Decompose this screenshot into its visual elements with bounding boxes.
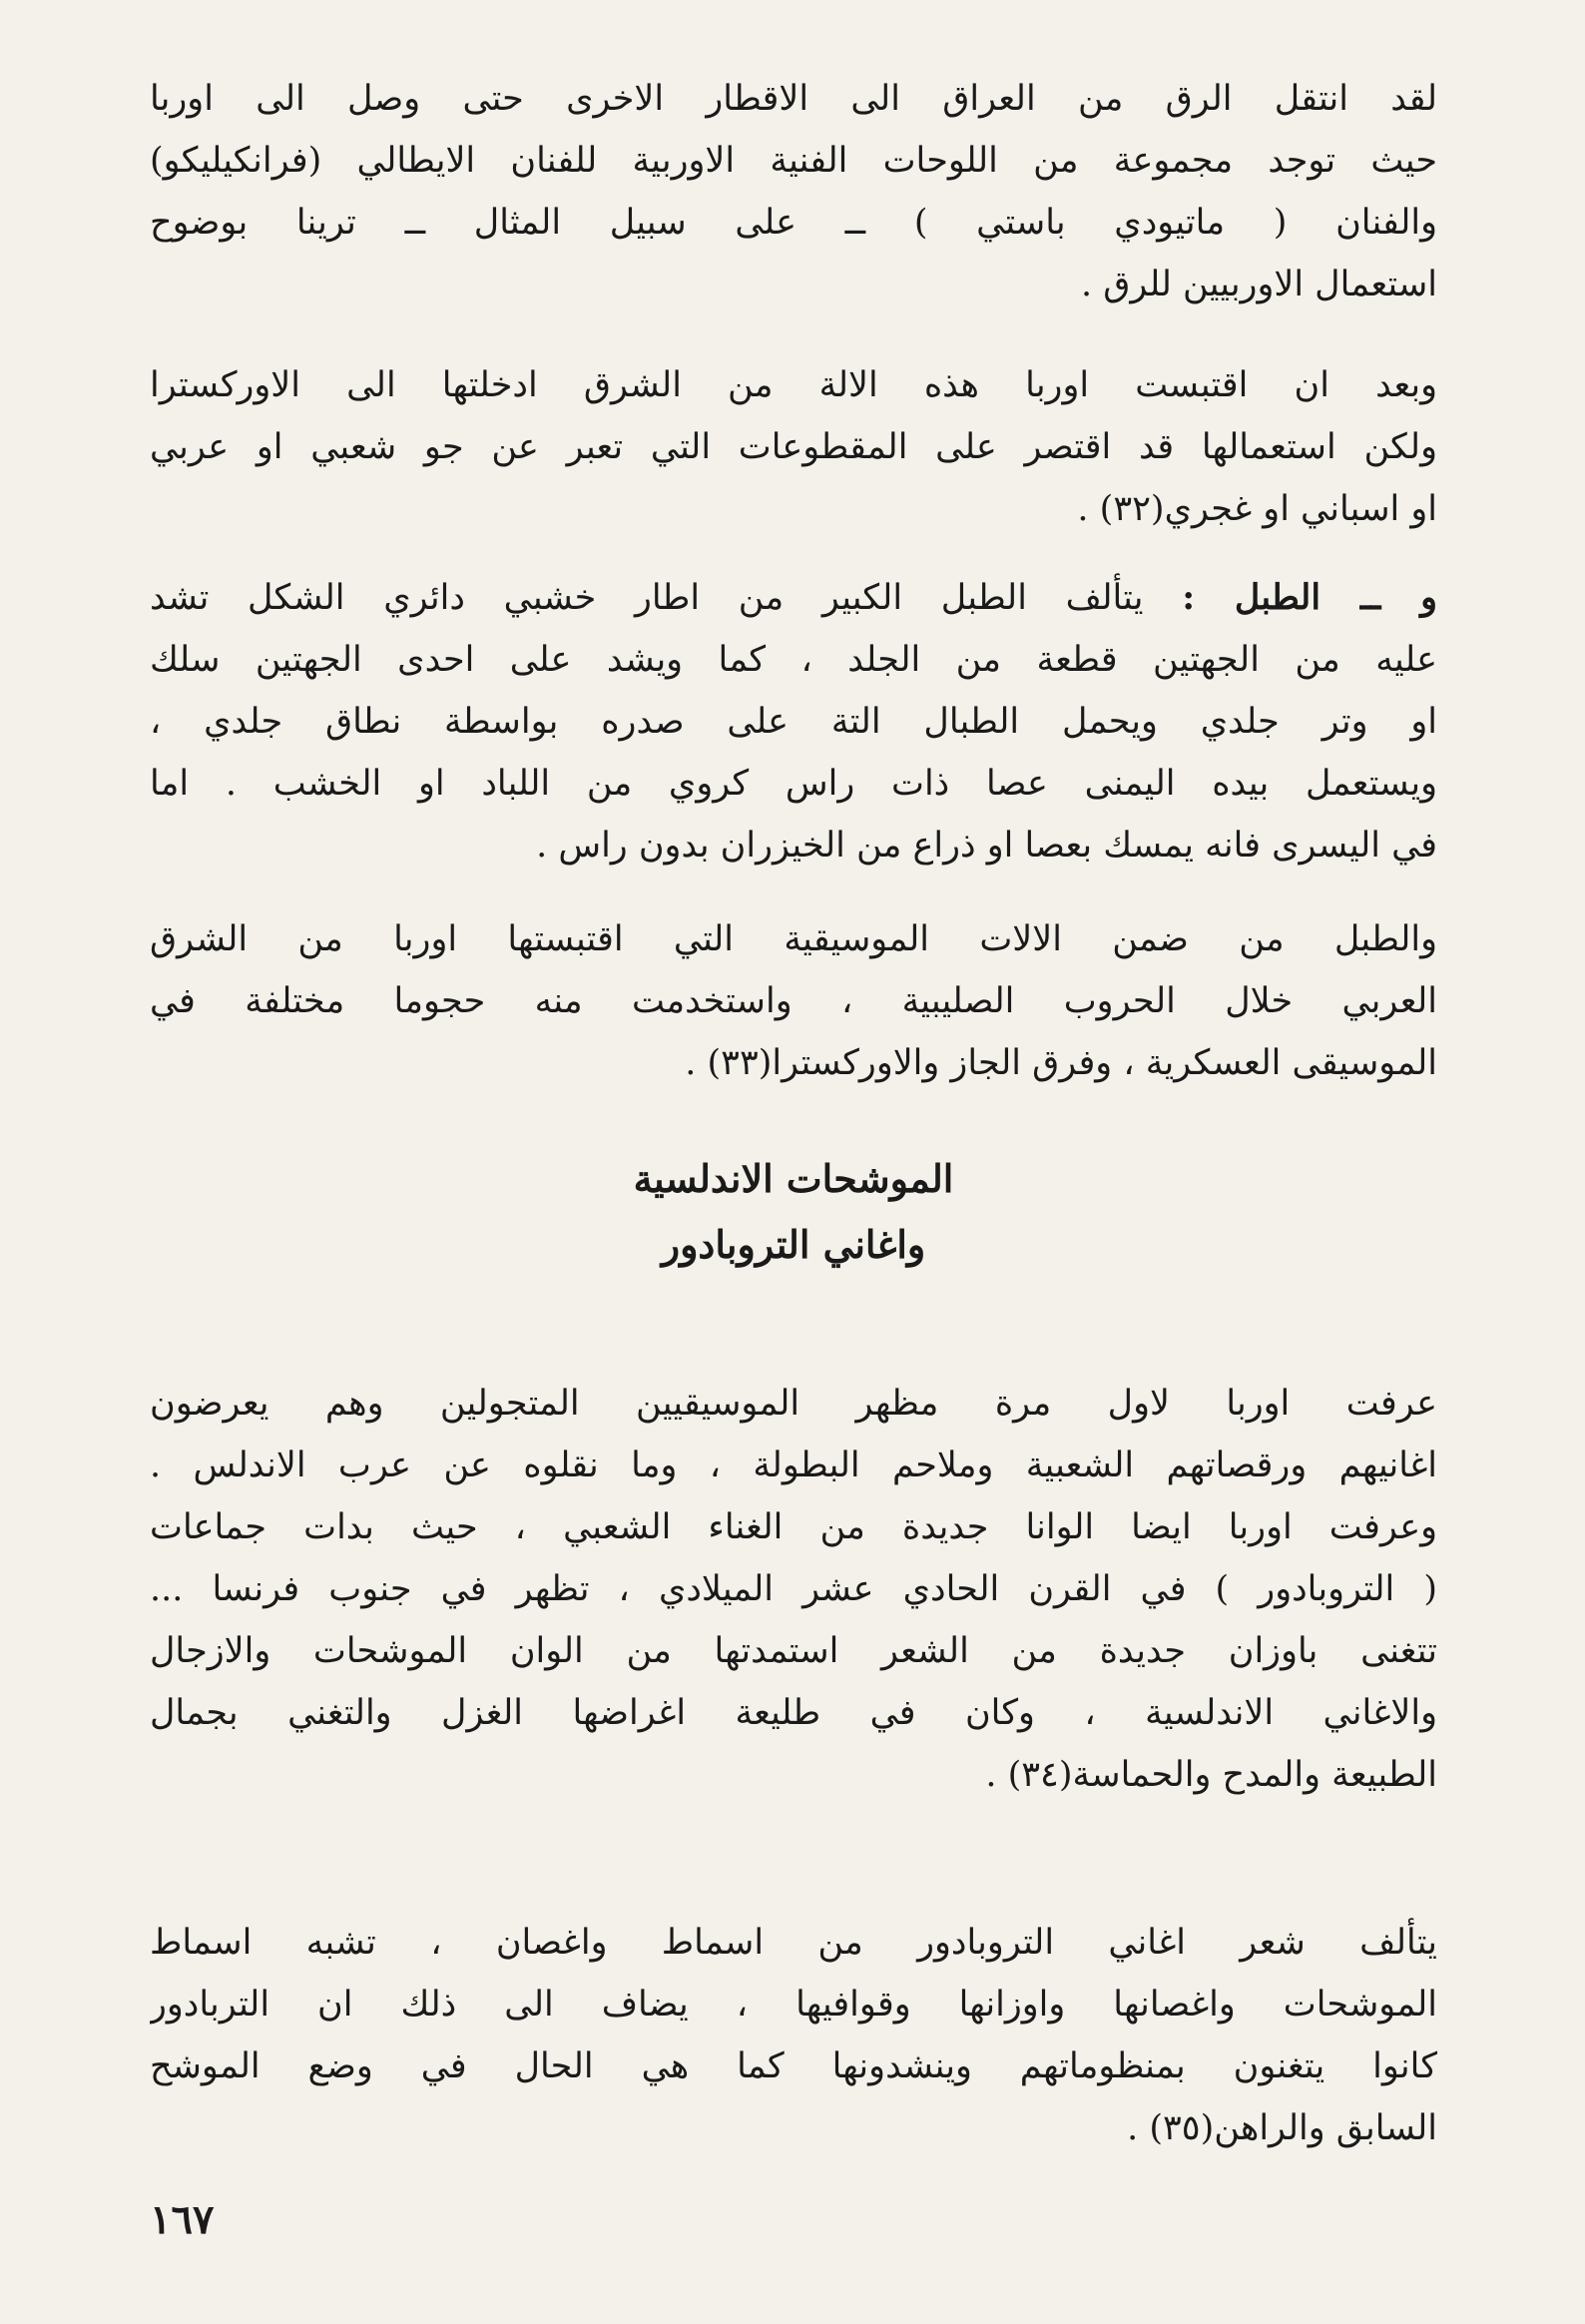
text-line: والاغاني الاندلسية ، وكان في طليعة اغراضها الغزل والتغني بجمال (150, 1693, 1437, 1733)
text-line: عرفت اوربا لاول مرة مظهر الموسيقيين المتجولين وهم يعرضون (150, 1384, 1437, 1424)
text-line: الموسيقى العسكرية ، وفرق الجاز والاوركسترا(٣٣) . (685, 1043, 1437, 1083)
text-line: ولكن استعمالها قد اقتصر على المقطوعات التي تعبر عن جو شعبي او عربي (150, 427, 1437, 467)
text-line-content: يتألف الطبل الكبير من اطار خشبي دائري الشكل تشد (150, 578, 1144, 618)
text-line: يتألف شعر اغاني التروبادور من اسماط واغصان ، تشبه اسماط (150, 1923, 1437, 1963)
paragraph-2 (150, 354, 1437, 540)
page-number: ١٦٧ (150, 2196, 215, 2243)
text-line: لقد انتقل الرق من العراق الى الاقطار الاخرى حتى وصل الى اوربا (150, 79, 1437, 119)
text-line: السابق والراهن(٣٥) . (1127, 2108, 1437, 2148)
text-line: في اليسرى فانه يمسك بعصا او ذراع من الخيزران بدون راس . (536, 826, 1437, 866)
text-line: حيث توجد مجموعة من اللوحات الفنية الاوربية للفنان الايطالي (فرانكيليكو) (150, 141, 1437, 181)
text-line: ( التروبادور ) في القرن الحادي عشر الميلادي ، تظهر في جنوب فرنسا ... (150, 1569, 1437, 1609)
text-line: تتغنى باوزان جديدة من الشعر استمدتها من الوان الموشحات والازجال (150, 1631, 1437, 1671)
text-line: او اسباني او غجري(٣٢) . (1077, 489, 1437, 529)
text-line: عليه من الجهتين قطعة من الجلد ، كما ويشد على احدى الجهتين سلك (150, 640, 1437, 680)
section-heading-line-1: الموشحات الاندلسية (633, 1156, 954, 1201)
text-line: استعمال الاوربيين للرق . (1080, 265, 1437, 304)
text-line: اغانيهم ورقصاتهم الشعبية وملاحم البطولة ، وما نقلوه عن عرب الاندلس . (150, 1446, 1437, 1485)
text-line: كانوا يتغنون بمنظوماتهم وينشدونها كما هي الحال في وضع الموشح (150, 2046, 1437, 2086)
text-line (150, 567, 1437, 629)
text-line: والفنان ( ماتيودي باستي ) ــ على سبيل المثال ــ ترينا بوضوح (150, 203, 1437, 243)
paragraph-1 (150, 68, 1437, 315)
text-line: الموشحات واغصانها واوزانها وقوافيها ، يضاف الى ذلك ان التربادور (150, 1985, 1437, 2025)
paragraph-3-drum (150, 567, 1437, 876)
text-line: وعرفت اوربا ايضا الوانا جديدة من الغناء الشعبي ، حيث بدات جماعات (150, 1507, 1437, 1547)
text-line: والطبل من ضمن الالات الموسيقية التي اقتبستها اوربا من الشرق (150, 919, 1437, 959)
section-heading-line-2: واغاني التروبادور (661, 1222, 926, 1267)
text-line: ويستعمل بيده اليمنى عصا ذات راس كروي من اللباد او الخشب . اما (150, 764, 1437, 804)
text-line: الطبيعة والمدح والحماسة(٣٤) . (985, 1755, 1437, 1795)
paragraph-4 (150, 908, 1437, 1094)
drum-subheading: و ــ الطبل : (1182, 577, 1437, 618)
text-line: العربي خلال الحروب الصليبية ، واستخدمت منه حجوما مختلفة في (150, 981, 1437, 1021)
paragraph-6 (150, 1912, 1437, 2159)
paragraph-5 (150, 1373, 1437, 1806)
text-line: او وتر جلدي ويحمل الطبال التة على صدره بواسطة نطاق جلدي ، (150, 702, 1437, 742)
text-line: وبعد ان اقتبست اوربا هذه الالة من الشرق ادخلتها الى الاوركسترا (150, 365, 1437, 405)
